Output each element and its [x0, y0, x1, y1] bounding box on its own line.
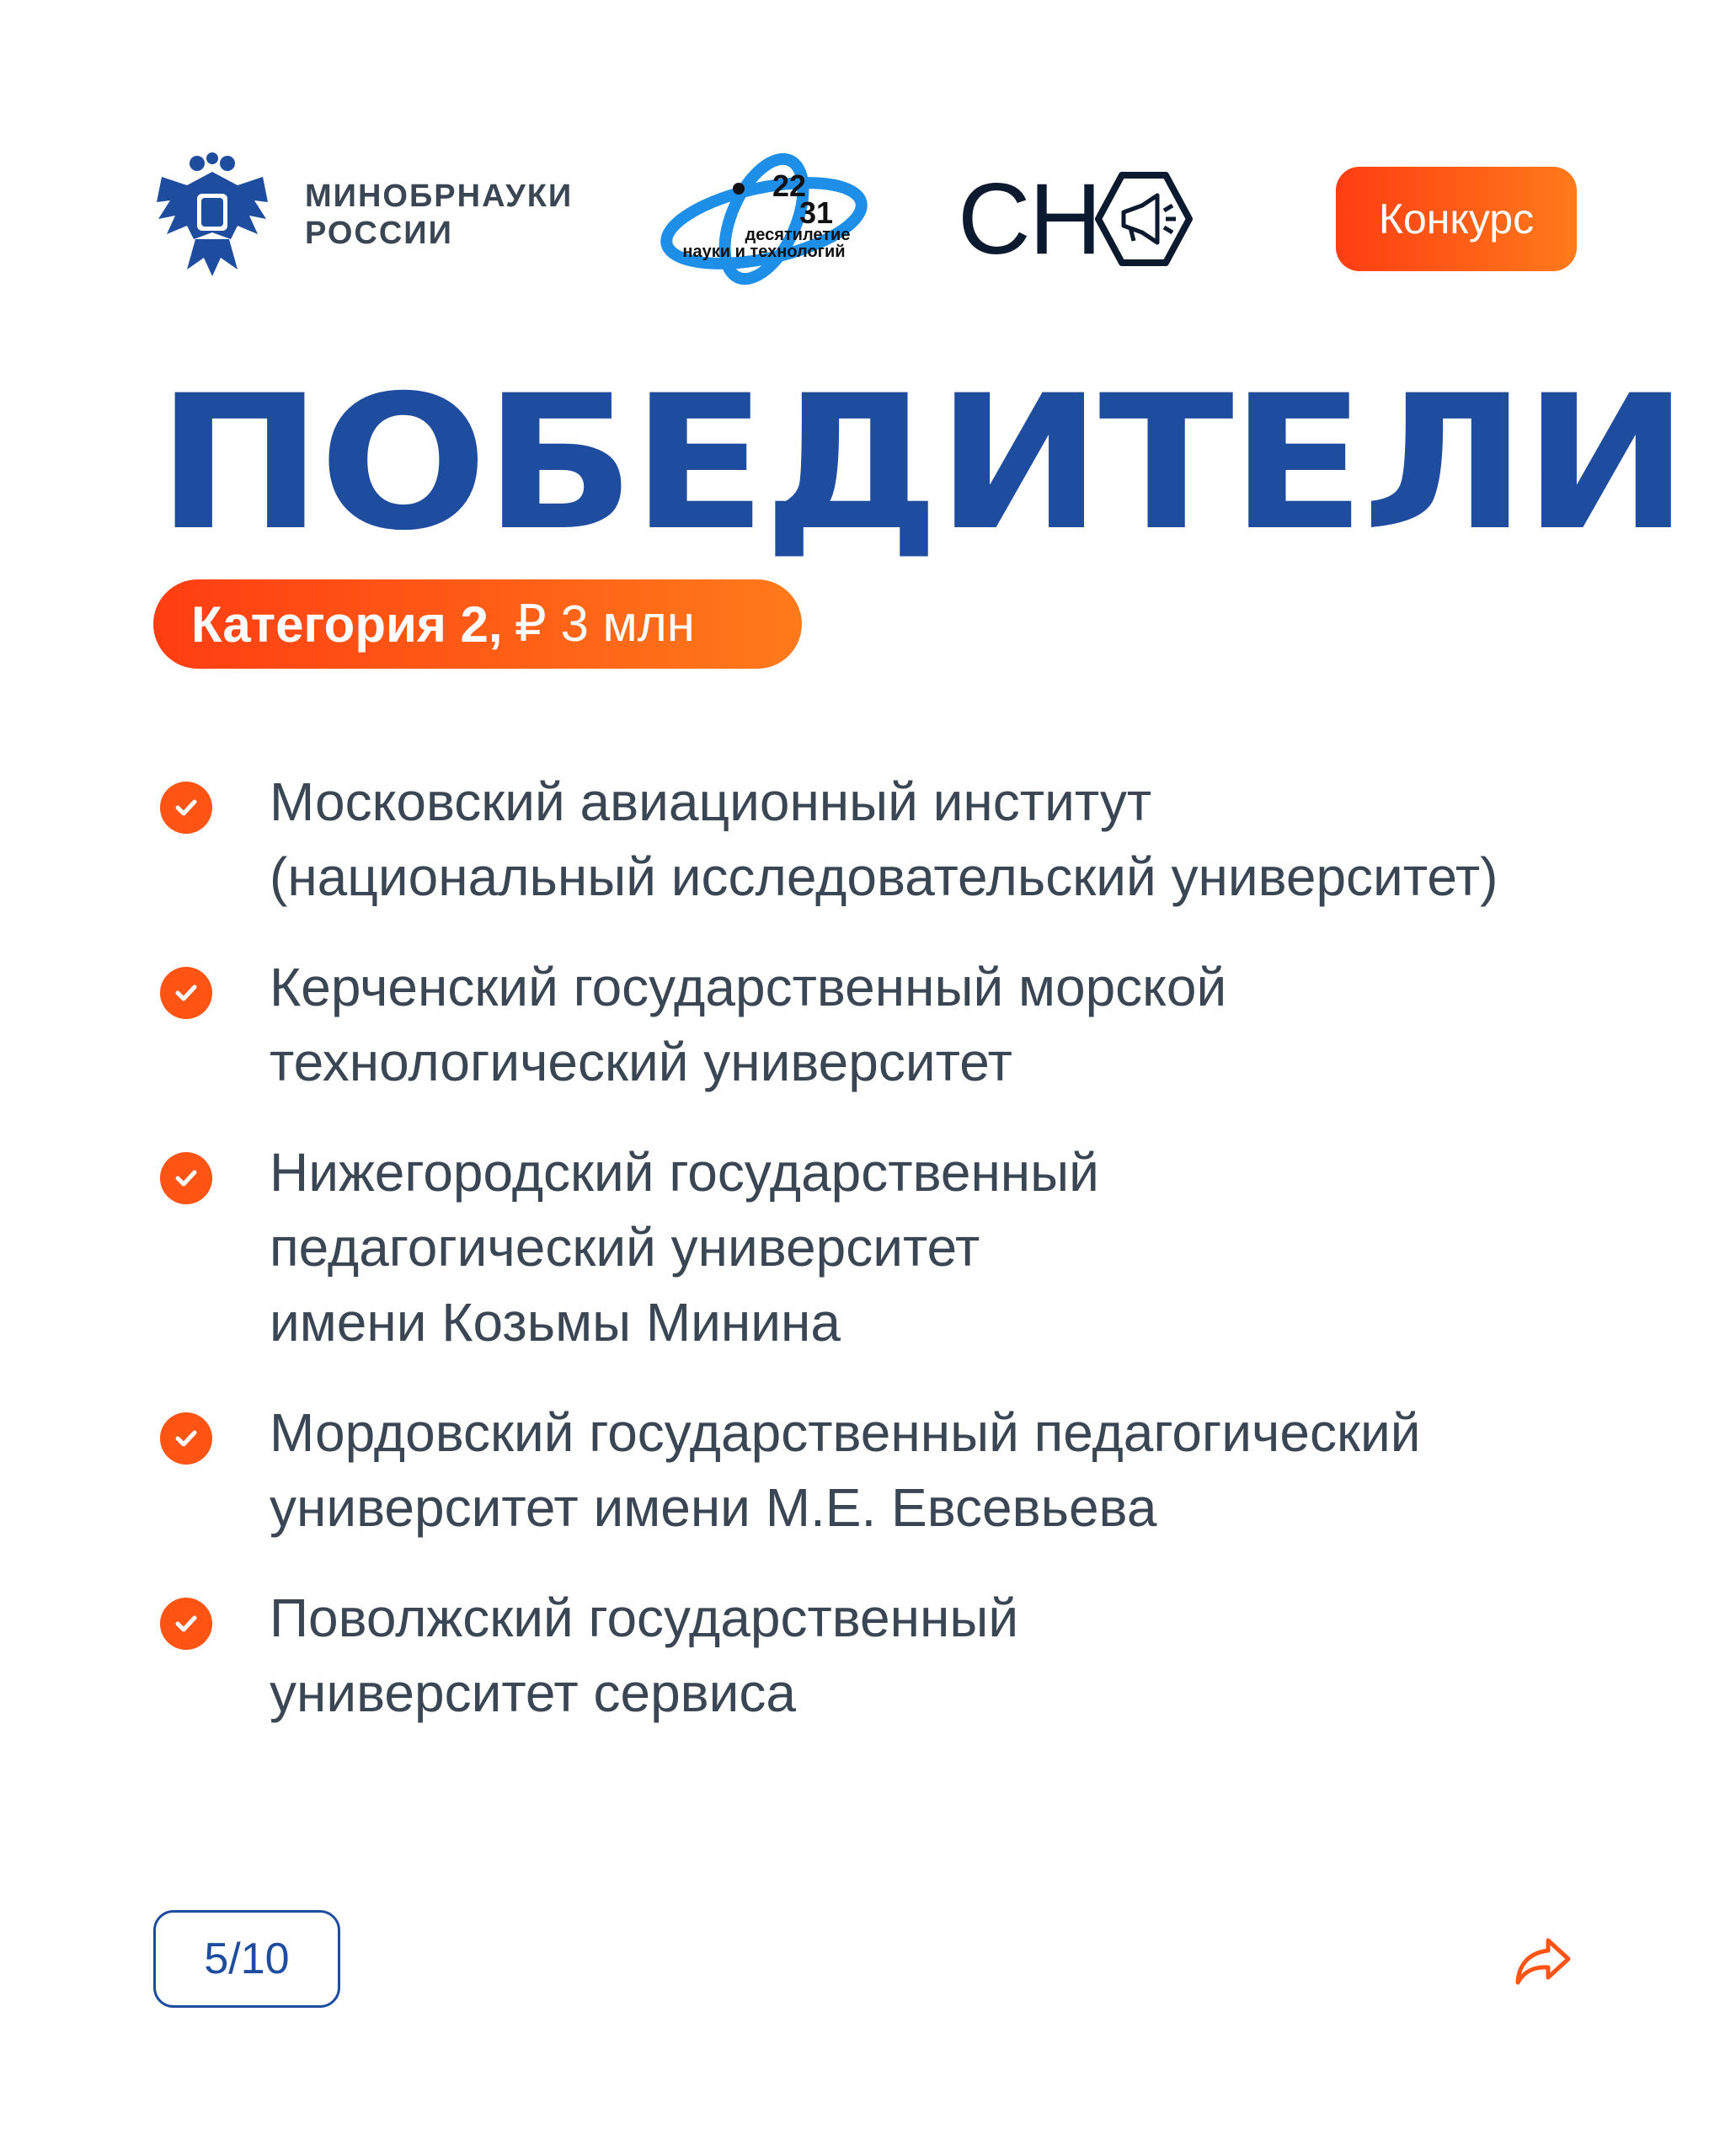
decade-number-start: 22: [772, 168, 807, 203]
header: [153, 152, 1577, 286]
list-item: [160, 765, 1592, 915]
ministry-logo: [153, 152, 573, 278]
list-item: [160, 1581, 1592, 1731]
page-title: ПОБЕДИТЕЛИ: [157, 355, 1686, 571]
sno-logo: [958, 163, 1194, 275]
ministry-line1: МИНОБРНАУКИ: [305, 179, 574, 214]
check-icon: [160, 967, 212, 1019]
ministry-name: [305, 178, 573, 252]
winner-name: Московский авиационный институт (национальный исследовательский университет): [270, 771, 1498, 907]
page-indicator[interactable]: 5/10: [153, 1910, 340, 2008]
contest-badge: Конкурс: [1336, 167, 1577, 271]
check-icon: [160, 1598, 212, 1650]
check-icon: [160, 782, 212, 834]
check-icon: [160, 1412, 212, 1465]
category-amount: ₽ 3 млн: [514, 595, 695, 652]
share-arrow-icon: [1511, 1929, 1575, 1993]
sno-logo-text: СН: [958, 163, 1101, 275]
category-pill: [153, 579, 802, 669]
winners-list: [160, 765, 1592, 1766]
winner-name: Керченский государственный морской технологический университет: [270, 957, 1227, 1092]
decade-number-end: 31: [798, 195, 834, 230]
winner-name: Мордовский государственный педагогический университет имени М.Е. Евсевьева: [270, 1402, 1421, 1538]
list-item: [160, 950, 1592, 1100]
share-button[interactable]: [1511, 1929, 1575, 1993]
ministry-line2: РОССИИ: [305, 216, 453, 251]
decade-caption-line2: науки и технологий: [682, 243, 846, 261]
category-label: Категория 2,: [191, 595, 503, 653]
decade-caption-line1: десятилетие: [745, 226, 851, 244]
coat-of-arms-icon: [153, 152, 271, 278]
megaphone-hexagon-icon: [1093, 168, 1194, 270]
winner-name: Нижегородский государственный педагогический университет имени Козьмы Минина: [270, 1142, 1099, 1353]
check-icon: [160, 1152, 212, 1204]
list-item: [160, 1396, 1592, 1545]
winner-name: Поволжский государственный университет сервиса: [270, 1588, 1019, 1723]
list-item: [160, 1135, 1592, 1360]
decade-logo: [659, 152, 869, 286]
